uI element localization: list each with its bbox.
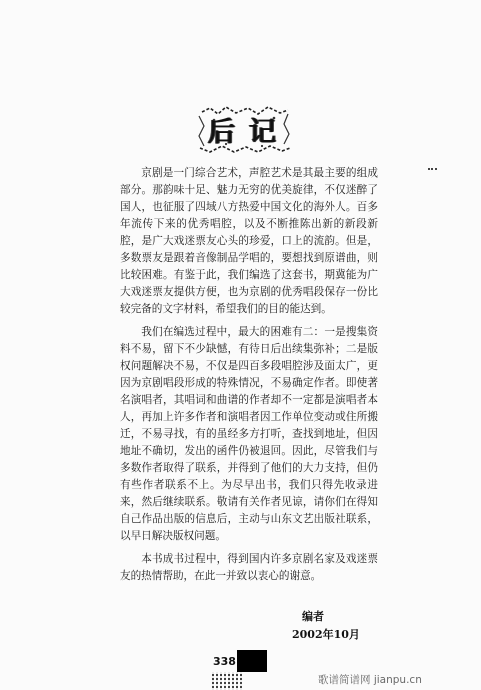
page-number: 338 (213, 654, 236, 668)
signature: 编者 (302, 610, 324, 623)
site-watermark: 歌谱简谱网 jianpu.cn (318, 674, 422, 686)
redaction-block (237, 650, 267, 672)
signature-date: 2002年10月 (292, 628, 360, 641)
qr-code-icon (212, 672, 242, 690)
title-block (196, 104, 292, 156)
paragraph-3: 本书成书过程中，得到国内许多京剧名家及戏迷票友的热情帮助，在此一并致以衷心的谢意。 (120, 553, 378, 582)
paragraph-1: 京剧是一门综合艺术，声腔艺术是其最主要的组成部分。那韵味十足、魅力无穷的优美旋律，不仅迷醉了国人，也征服了四域八方热爱中国文化的海外人。百多年流传下来的优秀唱腔，以及不断推陈出新的新段新腔，是广大戏迷票友心头的珍爱，口上的流韵。但是，多数票友是跟着音像制品学唱的，要想找到原谱曲，则比较困难。有鉴于此，我们编选了这套书，期冀能为广大戏迷票友提供方便，也为京剧的优秀唱段保存一份比较完备的文字材料，希望我们的目的能达到。 (120, 167, 378, 315)
page-title: 后记 (208, 117, 290, 148)
page-number-block (213, 650, 267, 672)
paragraph-2: 我们在编选过程中，最大的困难有二：一是搜集资料不易，留下不少缺憾，有待日后出续集弥补；二是版权问题解决不易，不仅是四百多段唱腔涉及面太广，更因为京剧唱段形成的特殊情况，不易确定作者。即使著名演唱者，其唱词和曲谱的作者却不一定都是演唱者本人，再加上许多作者和演唱者因工作单位变动或住所搬迁，不易寻找，有的虽经多方打听，查找到地址，但因地址不确切，发出的函件仍被退回。因此，尽管我们与多数作者取得了联系，并得到了他们的大力支持，但仍有些作者联系不上。为尽早出书，我们只得先收录进来，然后继续联系。敬请有关作者见谅，请你们在得知自己作品出版的信息后，主动与山东文艺出版社联系，以早日解决版权问题。 (120, 326, 378, 542)
scan-speck (428, 168, 437, 175)
body-text (120, 165, 378, 591)
